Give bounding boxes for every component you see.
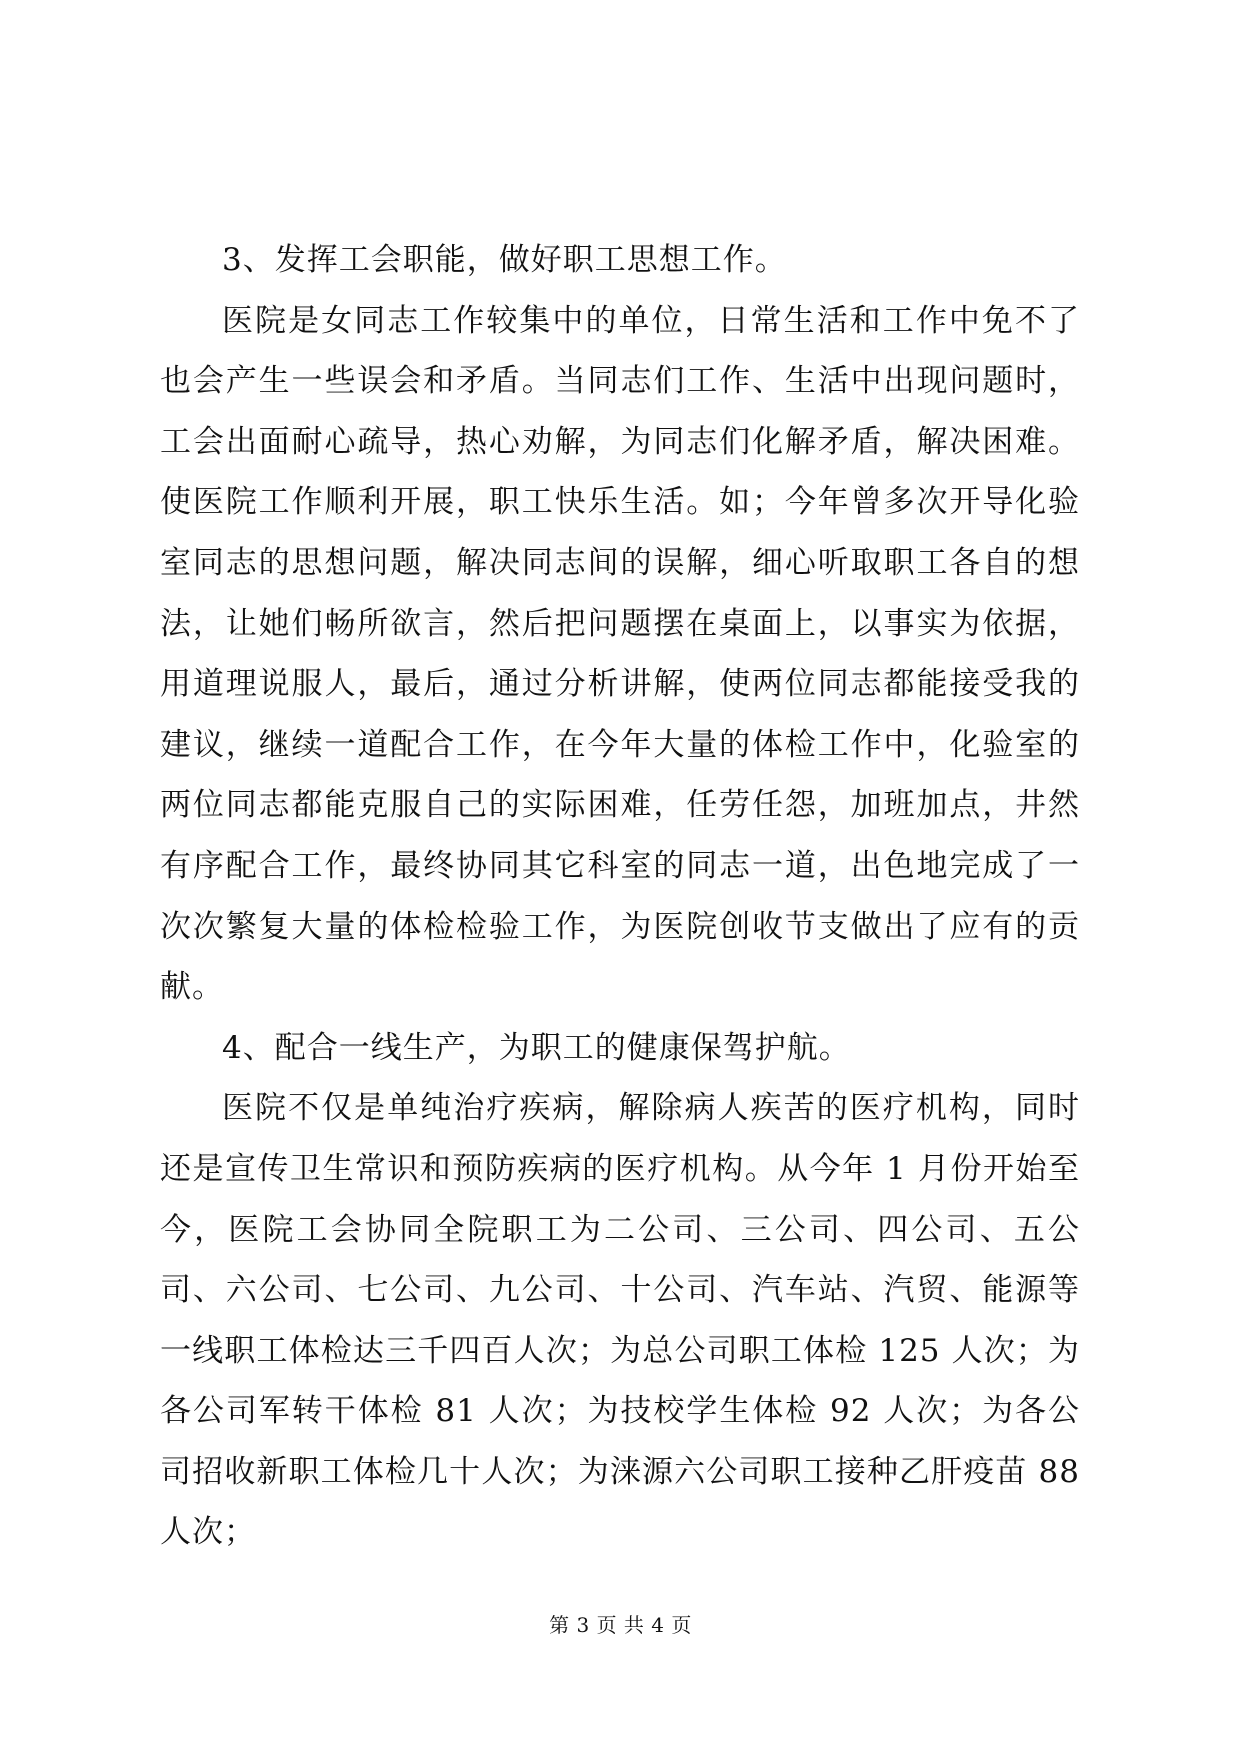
document-body [160,230,1080,1563]
section-3-heading: 3、发挥工会职能，做好职工思想工作。 [222,242,787,278]
page-footer: 第 3 页 共 4 页 [549,1613,692,1637]
section-4-heading: 4、配合一线生产，为职工的健康保驾护航。 [222,1029,851,1066]
section-4-paragraph: 医院不仅是单纯治疗疾病，解除病人疾苦的医疗机构，同时还是宣传卫生常识和预防疾病的医疗机构。从今年 1 月份开始至今，医院工会协同全院职工为二公司、三公司、四公司、五公司、六公司、七公司、九公司、十公司、汽车站、汽贸、能源等一线职工体检达三千四百人次；为总公司职工体检 125 人次；为各公司军转干体检 81 人次；为技校学生体检 92 人次；为各公司招收新职工体检几十人次；为涞源六公司职工接种乙肝疫苗 88 人次； [160,1090,1080,1551]
section-3-paragraph: 医院是女同志工作较集中的单位，日常生活和工作中免不了也会产生一些误会和矛盾。当同志们工作、生活中出现问题时，工会出面耐心疏导，热心劝解，为同志们化解矛盾，解决困难。使医院工作顺利开展，职工快乐生活。如；今年曾多次开导化验室同志的思想问题，解决同志间的误解，细心听取职工各自的想法，让她们畅所欲言，然后把问题摆在桌面上，以事实为依据，用道理说服人，最后，通过分析讲解，使两位同志都能接受我的建议，继续一道配合工作，在今年大量的体检工作中，化验室的两位同志都能克服自己的实际困难，任劳任怨，加班加点，井然有序配合工作，最终协同其它科室的同志一道，出色地完成了一次次繁复大量的体检检验工作，为医院创收节支做出了应有的贡献。 [160,302,1080,1006]
